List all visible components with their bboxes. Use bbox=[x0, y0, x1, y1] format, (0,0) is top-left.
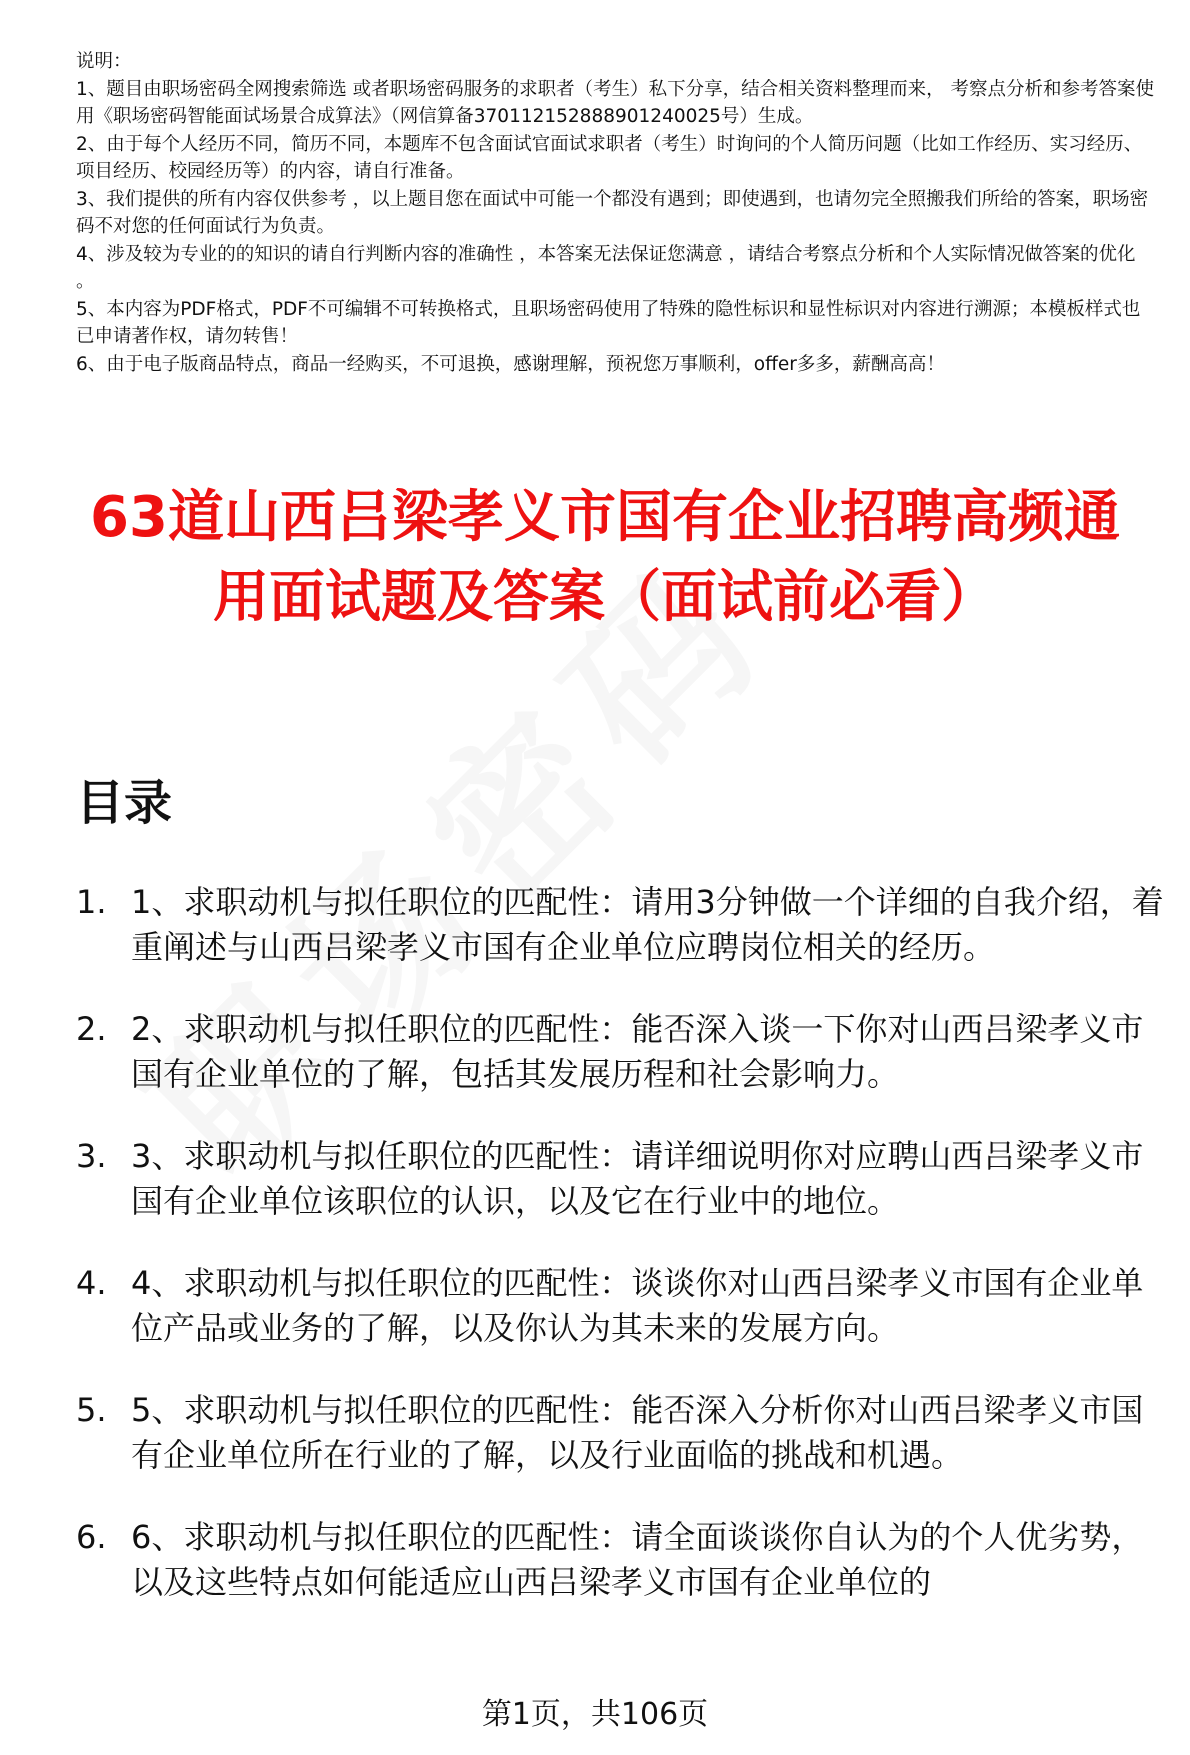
notes-item: 2、由于每个人经历不同，简历不同，本题库不包含面试官面试求职者（考生）时询问的个人简历问题（比如工作经历、实习经历、项目经历、校园经历等）的内容，请自行准备。 bbox=[76, 133, 1143, 182]
page-footer: 第1页，共106页 bbox=[481, 1697, 709, 1732]
notes-item: 1、题目由职场密码全网搜索筛选 或者职场密码服务的求职者（考生）私下分享，结合相关资料整理而来， 考察点分析和参考答案使用《职场密码智能面试场景合成算法》（网信算备370112152888901240025号）生成。 bbox=[76, 78, 1155, 127]
toc-item[interactable] bbox=[76, 880, 1171, 970]
toc-item[interactable] bbox=[76, 1388, 1171, 1478]
toc-item-text: 2、求职动机与拟任职位的匹配性：能否深入谈一下你对山西吕梁孝义市国有企业单位的了解，包括其发展历程和社会影响力。 bbox=[131, 1010, 1144, 1093]
toc-item-number: 5. bbox=[76, 1391, 107, 1429]
disclaimer-notes bbox=[76, 48, 1156, 378]
toc-heading: 目录 bbox=[76, 775, 173, 831]
toc-item-number: 3. bbox=[76, 1137, 107, 1175]
toc-item-number: 1. bbox=[76, 883, 107, 921]
toc-item-text: 4、求职动机与拟任职位的匹配性：谈谈你对山西吕梁孝义市国有企业单位产品或业务的了解，以及你认为其未来的发展方向。 bbox=[131, 1264, 1144, 1347]
notes-item: 6、由于电子版商品特点，商品一经购买，不可退换，感谢理解，预祝您万事顺利，offer多多，薪酬高高！ bbox=[76, 353, 945, 375]
toc-item[interactable] bbox=[76, 1261, 1171, 1351]
toc-item-number: 6. bbox=[76, 1518, 107, 1556]
notes-item: 4、涉及较为专业的的知识的请自行判断内容的准确性 ，本答案无法保证您满意 ，请结合考察点分析和个人实际情况做答案的优化 。 bbox=[76, 243, 1136, 292]
toc-item-text: 5、求职动机与拟任职位的匹配性：能否深入分析你对山西吕梁孝义市国有企业单位所在行业的了解，以及行业面临的挑战和机遇。 bbox=[131, 1391, 1144, 1474]
table-of-contents bbox=[76, 880, 1171, 1642]
toc-item[interactable] bbox=[76, 1134, 1171, 1224]
toc-item-text: 3、求职动机与拟任职位的匹配性：请详细说明你对应聘山西吕梁孝义市国有企业单位该职位的认识，以及它在行业中的地位。 bbox=[131, 1137, 1144, 1220]
toc-item-number: 4. bbox=[76, 1264, 107, 1302]
toc-item-number: 2. bbox=[76, 1010, 107, 1048]
notes-heading: 说明： bbox=[76, 51, 132, 72]
toc-item[interactable] bbox=[76, 1007, 1171, 1097]
toc-item-text: 6、求职动机与拟任职位的匹配性：请全面谈谈你自认为的个人优劣势，以及这些特点如何能适应山西吕梁孝义市国有企业单位的 bbox=[131, 1518, 1144, 1601]
toc-item[interactable] bbox=[76, 1515, 1171, 1605]
document-title: 63道山西吕梁孝义市国有企业招聘高频通用面试题及答案（面试前必看） bbox=[90, 485, 1120, 630]
toc-item-text: 1、求职动机与拟任职位的匹配性：请用3分钟做一个详细的自我介绍，着重阐述与山西吕梁孝义市国有企业单位应聘岗位相关的经历。 bbox=[131, 883, 1164, 966]
notes-item: 3、我们提供的所有内容仅供参考 ，以上题目您在面试中可能一个都没有遇到；即使遇到，也请勿完全照搬我们所给的答案，职场密码不对您的任何面试行为负责。 bbox=[76, 188, 1149, 237]
notes-item: 5、本内容为PDF格式，PDF不可编辑不可转换格式，且职场密码使用了特殊的隐性标识和显性标识对内容进行溯源；本模板样式也已申请著作权，请勿转售！ bbox=[76, 298, 1141, 347]
